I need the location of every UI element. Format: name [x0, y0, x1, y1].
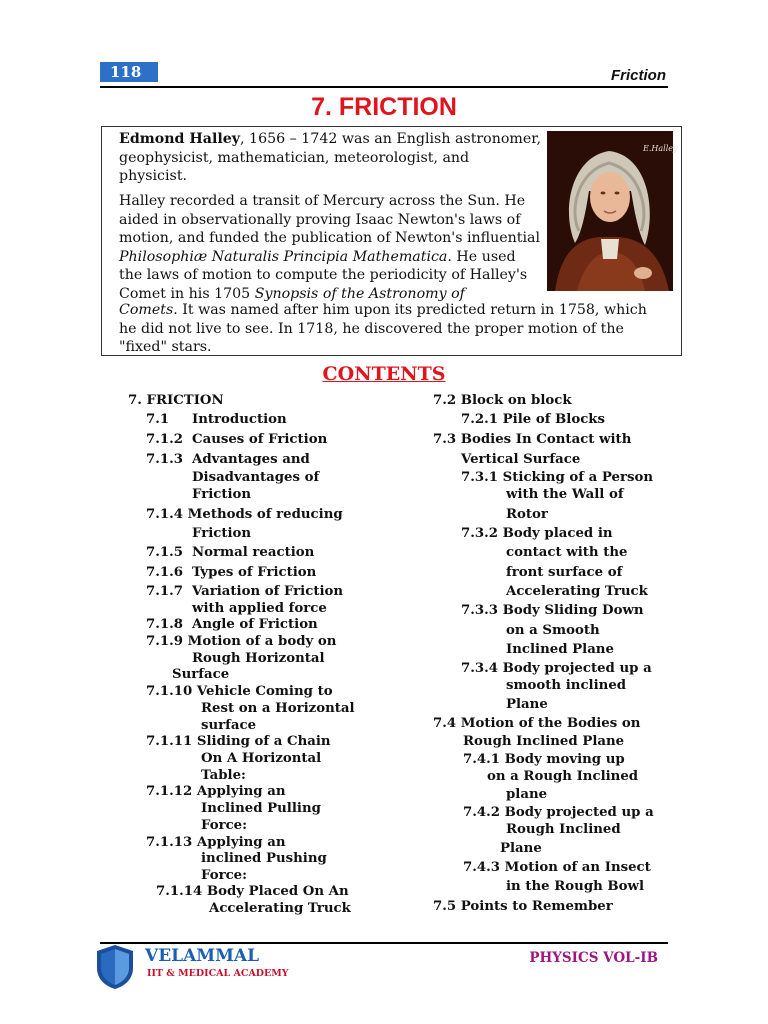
toc-entry-continued: On A Horizontal [201, 751, 322, 766]
toc-entry-continued: with applied force [192, 601, 327, 616]
bio-paragraph-2 [119, 192, 541, 303]
toc-number: 7.1.8 [146, 617, 184, 632]
toc-entry[interactable]: Advantages and [192, 452, 310, 467]
toc-entry-continued: surface [201, 718, 257, 733]
toc-entry-continued: with the Wall of [506, 487, 624, 502]
toc-entry[interactable]: 7.1.11 Sliding of a Chain [146, 734, 331, 749]
toc-entry[interactable]: 7.1.12 Applying an [146, 784, 286, 799]
bio-principia-title: Philosophiæ Naturalis Principia Mathematica [119, 248, 448, 265]
toc-entry-continued: Force: [201, 868, 248, 883]
brand-name: VELAMMAL [145, 946, 260, 966]
bio-synopsis-title: Synopsis of the Astronomy of [254, 285, 465, 302]
toc-entry[interactable]: 7.3 Bodies In Contact with [433, 432, 632, 447]
page-number: 118 [100, 62, 158, 82]
toc-entry[interactable]: 7.3.4 Body projected up a [461, 661, 652, 676]
toc-entry[interactable]: 7.1.14 Body Placed On An [156, 884, 349, 899]
toc-entry[interactable]: 7.1.9 Motion of a body on [146, 634, 337, 649]
bio-text-a: Halley recorded a transit of Mercury across the Sun. He aided in observationally proving Isaac Newton's laws of motion, and funded the publication of Newton's influential [119, 193, 541, 246]
toc-entry[interactable]: Normal reaction [192, 545, 315, 560]
toc-entry-continued: Accelerating Truck [209, 901, 351, 916]
chapter-title: 7. FRICTION [311, 93, 457, 121]
toc-entry[interactable]: 7.1.10 Vehicle Coming to [146, 684, 333, 699]
toc-entry-continued: smooth inclined [506, 678, 627, 693]
toc-entry[interactable]: Causes of Friction [192, 432, 328, 447]
toc-entry[interactable]: 7.5 Points to Remember [433, 899, 613, 914]
contents-heading: CONTENTS [322, 363, 446, 385]
bio-text-c: . It was named after him upon its predicted return in 1758, which he did not live to see. In 1718, he discovered the proper motion of the "fixed" stars. [119, 302, 647, 355]
toc-entry-continued: contact with the [506, 545, 628, 560]
toc-number: 7.1 [146, 412, 170, 427]
toc-entry-continued: Rough Inclined [506, 822, 621, 837]
toc-entry[interactable]: Introduction [192, 412, 287, 427]
toc-entry-continued: on a Smooth [506, 623, 600, 638]
toc-number: 7.1.7 [146, 584, 184, 599]
book-title: PHYSICS VOL-IB [529, 950, 658, 966]
toc-entry-continued: Surface [172, 667, 230, 682]
portrait-signature: E.Halley [643, 144, 678, 153]
toc-entry-continued: Inclined Pulling [201, 801, 321, 816]
toc-entry-continued: Rotor [506, 507, 548, 522]
toc-number: 7.1.3 [146, 452, 184, 467]
toc-entry-continued: Vertical Surface [461, 452, 581, 467]
bio-name: Edmond Halley [119, 131, 241, 147]
toc-entry[interactable]: 7. FRICTION [128, 393, 224, 408]
toc-entry[interactable]: Types of Friction [192, 565, 317, 580]
toc-entry-continued: Rough Horizontal [192, 651, 325, 666]
toc-entry-continued: Force: [201, 818, 248, 833]
toc-entry[interactable]: 7.2 Block on block [433, 393, 572, 408]
toc-entry-continued: inclined Pushing [201, 851, 327, 866]
toc-entry-continued: on a Rough Inclined [487, 769, 639, 784]
toc-number: 7.1.2 [146, 432, 184, 447]
toc-entry-continued: Plane [506, 697, 548, 712]
toc-entry-continued: Rough Inclined Plane [463, 734, 625, 749]
toc-entry[interactable]: 7.3.3 Body Sliding Down [461, 603, 644, 618]
halley-portrait-image [547, 131, 678, 291]
shield-logo-icon [95, 944, 135, 990]
toc-entry-continued: plane [506, 787, 548, 802]
bio-intro-text: , 1656 – 1742 was an English astronomer, geophysicist, mathematician, meteorologist, and physicist. [119, 131, 541, 184]
toc-number: 7.1.6 [146, 565, 184, 580]
toc-entry[interactable]: 7.4.3 Motion of an Insect [463, 860, 651, 875]
toc-entry[interactable]: 7.4 Motion of the Bodies on [433, 716, 641, 731]
toc-entry[interactable]: Angle of Friction [192, 617, 318, 632]
toc-entry[interactable]: 7.1.4 Methods of reducing [146, 507, 343, 522]
brand-tagline: IIT & MEDICAL ACADEMY [147, 968, 289, 979]
toc-entry-continued: in the Rough Bowl [506, 879, 645, 894]
toc-number: 7.1.5 [146, 545, 184, 560]
header-rule [100, 86, 668, 88]
toc-entry-continued: Table: [201, 768, 246, 783]
footer-rule [100, 942, 668, 944]
toc-entry[interactable]: 7.4.2 Body projected up a [463, 805, 654, 820]
toc-entry-continued: Friction [192, 487, 252, 502]
bio-comets-word: Comets [119, 302, 174, 318]
toc-entry[interactable]: 7.2.1 Pile of Blocks [461, 412, 606, 427]
toc-entry-continued: Friction [192, 526, 252, 541]
toc-entry-continued: Accelerating Truck [506, 584, 648, 599]
toc-entry[interactable]: 7.4.1 Body moving up [463, 752, 625, 767]
bio-text-b: . He used the laws of motion to compute the periodicity of Halley's Comet in his 1705 [119, 248, 528, 302]
toc-entry-continued: Inclined Plane [506, 642, 614, 657]
bio-paragraph-1 [119, 130, 541, 186]
toc-entry-continued: Disadvantages of [192, 470, 320, 485]
toc-entry[interactable]: 7.3.2 Body placed in [461, 526, 613, 541]
toc-entry-continued: Rest on a Horizontal [201, 701, 355, 716]
toc-entry[interactable]: Variation of Friction [192, 584, 344, 599]
toc-entry-continued: Plane [500, 841, 542, 856]
toc-entry[interactable]: 7.3.1 Sticking of a Person [461, 470, 653, 485]
running-title: Friction [611, 67, 666, 84]
toc-entry-continued: front surface of [506, 565, 623, 580]
toc-entry[interactable]: 7.1.13 Applying an [146, 835, 286, 850]
bio-paragraph-3 [119, 301, 664, 357]
